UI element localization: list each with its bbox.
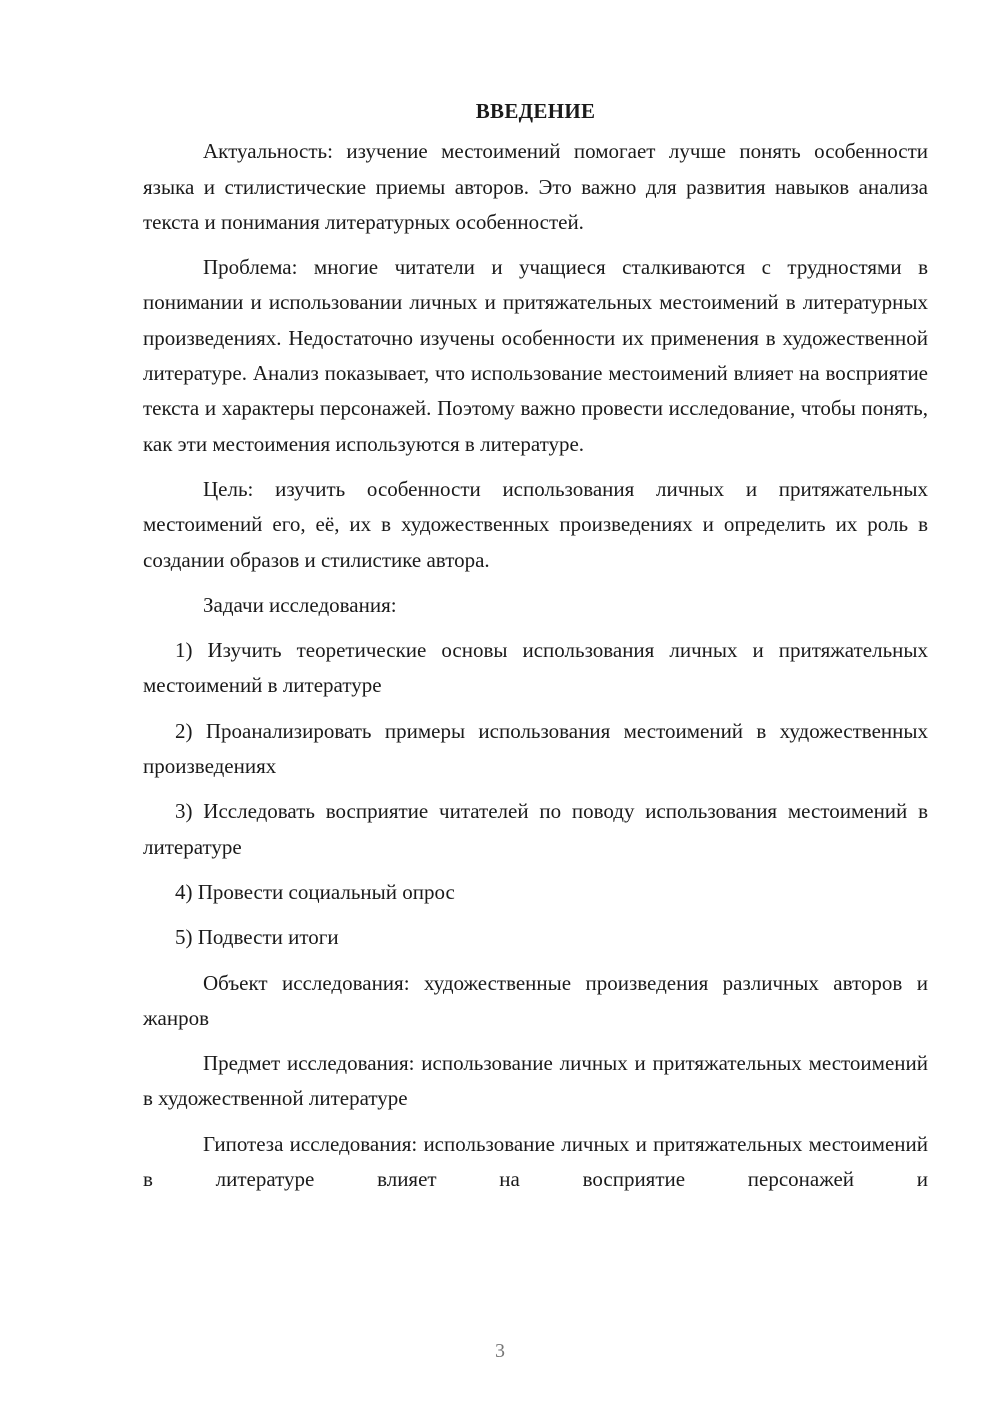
hypothesis-paragraph: Гипотеза исследования: использование личных и притяжательных местоимений в литературе влияет на восприятие персонажей и	[143, 1131, 928, 1192]
task-item-4: 4) Провести социальный опрос	[175, 879, 455, 904]
subject-paragraph: Предмет исследования: использование личных и притяжательных местоимений в художественной литературе	[143, 1051, 928, 1111]
object-paragraph: Объект исследования: художественные произведения различных авторов и жанров	[143, 970, 928, 1030]
task-item-3: 3) Исследовать восприятие читателей по поводу использования местоимений в литературе	[143, 799, 928, 859]
task-item-1: 1) Изучить теоретические основы использования личных и притяжательных местоимений в литературе	[143, 638, 928, 698]
page-content	[143, 94, 928, 1197]
tasks-heading: Задачи исследования:	[203, 592, 397, 617]
section-title: ВВЕДЕНИЕ	[475, 99, 596, 123]
goal-paragraph: Цель: изучить особенности использования личных и притяжательных местоимений его, её, их в художественных произведениях и определить их роль в создании образов и стилистике автора.	[143, 476, 928, 572]
page-number: 3	[495, 1340, 505, 1362]
problem-paragraph: Проблема: многие читатели и учащиеся сталкиваются с трудностями в понимании и использовании личных и притяжательных местоимений в литературных произведениях. Недостаточно изучены особенности их применения в художественной литературе. Анализ показывает, что использование местоимений влияет на восприятие текста и характеры персонажей. Поэтому важно провести исследование, чтобы понять, как эти местоимения используются в литературе.	[143, 255, 928, 456]
task-item-5: 5) Подвести итоги	[175, 925, 339, 950]
task-item-2: 2) Проанализировать примеры использования местоимений в художественных произведениях	[143, 718, 928, 779]
relevance-paragraph: Актуальность: изучение местоимений помогает лучше понять особенности языка и стилистические приемы авторов. Это важно для развития навыков анализа текста и понимания литературных особенностей.	[143, 139, 928, 234]
